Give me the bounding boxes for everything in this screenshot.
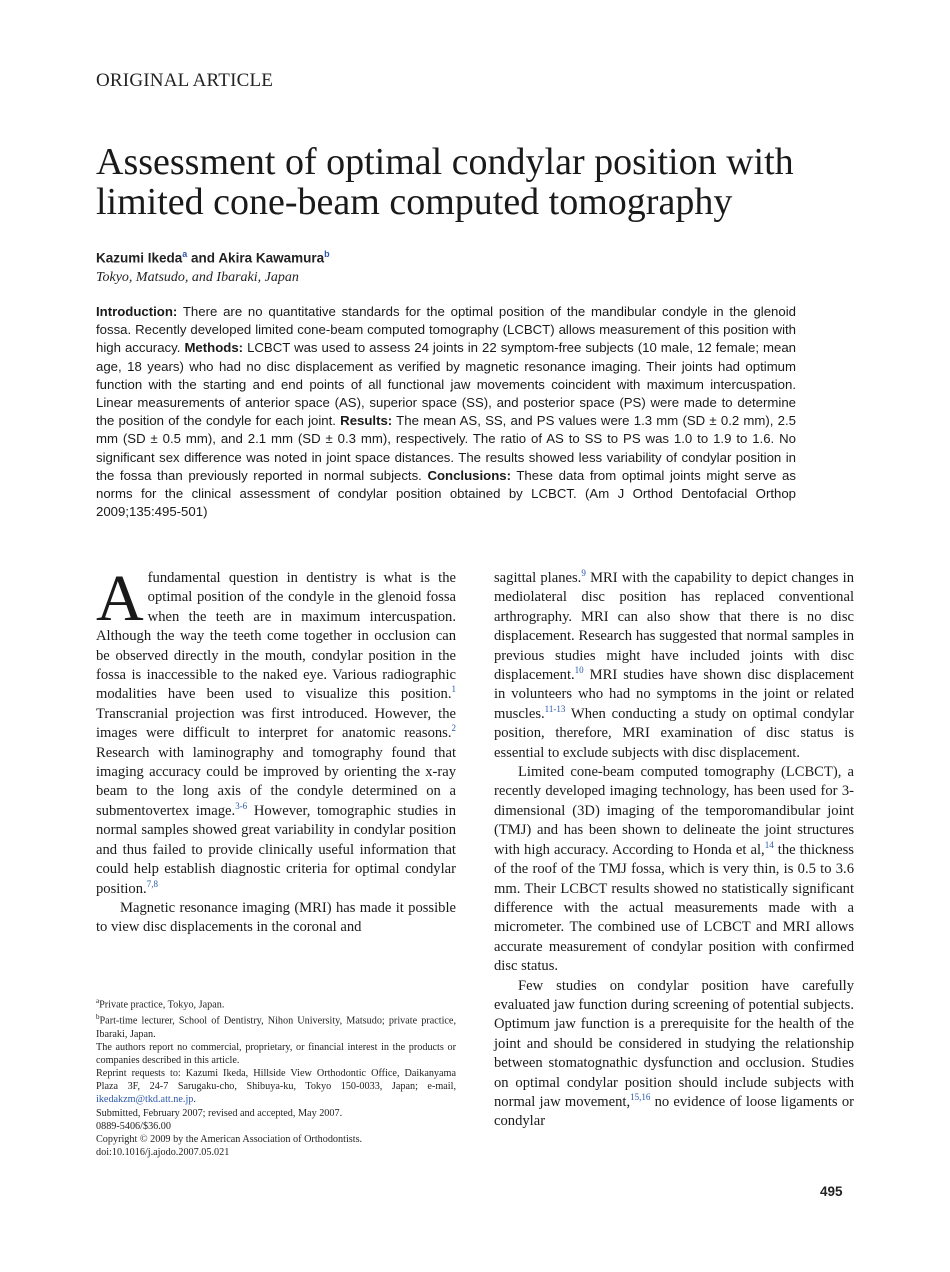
body-text: When conducting a study on optimal condylar position, therefore, MRI examination of disc status is essential to exclude subjects with disc displacement. — [494, 705, 854, 761]
footnote-submitted: Submitted, February 2007; revised and accepted, May 2007. — [96, 1107, 343, 1119]
author-kawamura: Akira Kawamura — [218, 250, 325, 266]
body-column-left — [96, 562, 457, 938]
title-line-2: limited cone-beam computed tomography — [96, 181, 733, 223]
body-text: Research with laminography and tomography found that imaging accuracy could be improved by orienting the x-ray beam to the long axis of the condyle determined on a submentovertex image. — [96, 744, 456, 819]
body-text: no evidence of loose ligaments or condylar — [494, 1093, 854, 1130]
body-paragraph — [494, 763, 854, 976]
author-list — [96, 249, 330, 266]
footnote-doi[interactable]: doi:10.1016/j.ajodo.2007.05.021 — [96, 1146, 230, 1158]
footnote-text: . — [193, 1094, 196, 1106]
abstract-conclusions-text: These data from optimal joints might serve as norms for the clinical assessment of condylar position obtained by LCBCT. (Am J Orthod Dentofacial Orthop 2009;135:495-501) — [96, 467, 796, 520]
citation-link[interactable]: 9 — [581, 568, 586, 579]
body-paragraph — [96, 899, 456, 938]
title-line-1: Assessment of optimal condylar position with — [96, 141, 794, 183]
citation-link[interactable]: 2 — [451, 723, 456, 734]
abstract-intro-text: There are no quantitative standards for the optimal position of the mandibular condyle in the glenoid fossa. Recently developed limited cone-beam computed tomography (LCBCT) allows measurement of this position with high accuracy. — [96, 304, 796, 356]
author-conjunction: and — [187, 250, 219, 266]
footnote-reprint — [96, 1067, 456, 1106]
abstract-results-label: Results: — [340, 413, 393, 429]
page-number: 495 — [820, 1184, 843, 1199]
citation-link[interactable]: 14 — [764, 839, 774, 850]
citation-link[interactable]: 11-13 — [544, 703, 566, 714]
body-paragraph — [96, 562, 457, 899]
footnote-issn: 0889-5406/$36.00 — [96, 1120, 171, 1132]
footnote-mark: b — [96, 1013, 100, 1022]
author-affiliation: Tokyo, Matsudo, and Ibaraki, Japan — [96, 270, 299, 285]
abstract-methods-label: Methods: — [184, 340, 244, 356]
body-paragraph — [494, 977, 854, 1132]
citation-link[interactable]: 7,8 — [146, 878, 158, 889]
footnotes — [96, 995, 456, 1159]
affiliation-mark-a[interactable]: a — [182, 249, 188, 259]
section-label: ORIGINAL ARTICLE — [96, 70, 274, 91]
footnote-text: Part-time lecturer, School of Dentistry, Nihon University, Matsudo; private practice, Ibaraki, Japan. — [96, 1015, 456, 1040]
body-text: Transcranial projection was first introduced. However, the images were difficult to interpret for anatomic reasons. — [96, 705, 456, 742]
citation-link[interactable]: 1 — [451, 684, 456, 695]
article-title — [96, 142, 856, 222]
citation-link[interactable]: 10 — [574, 665, 584, 676]
body-text: Magnetic resonance imaging (MRI) has made it possible to view disc displacements in the coronal and — [96, 899, 456, 936]
abstract-results-text: The mean AS, SS, and PS values were 1.3 mm (SD ± 0.2 mm), 2.5 mm (SD ± 0.5 mm), and 2.1 mm (SD ± 0.3 mm), respectively. The ratio of AS to SS to PS was 1.0 to 1.9 to 1.6. No significant sex difference was noted in joint space distances. The results showed less variability of condylar position in the fossa than previously reported in normal subjects. — [96, 413, 796, 483]
footnote-disclosure: The authors report no commercial, proprietary, or financial interest in the products or companies described in this article. — [96, 1042, 456, 1067]
body-text: the thickness of the roof of the TMJ fossa, which is very thin, is 0.5 to 3.6 mm. Their LCBCT results showed no statistically significant difference with the actual measurements made with a micrometer. The combined use of LCBCT and MRI allows accurate measurement of condylar position with confirmed disc status. — [494, 841, 854, 975]
footnote-text: Private practice, Tokyo, Japan. — [99, 999, 225, 1011]
footnote-text: Reprint requests to: Kazumi Ikeda, Hillside View Orthodontic Office, Daikanyama Plaza 3F, 24-7 Sarugaku-cho, Shibuya-ku, Tokyo 150-0033, Japan; e-mail, — [96, 1068, 456, 1093]
affiliation-mark-b[interactable]: b — [324, 249, 330, 259]
footnote-copyright: Copyright © 2009 by the American Association of Orthodontists. — [96, 1133, 363, 1145]
abstract-conclusions-label: Conclusions: — [427, 467, 511, 483]
author-ikeda: Kazumi Ikeda — [96, 250, 183, 266]
body-text: Limited cone-beam computed tomography (LCBCT), a recently developed imaging technology, has been used for 3-dimensional (3D) imaging of the temporomandibular joint (TMJ) and has been shown to delineate the joint structures with high accuracy. According to Honda et al, — [494, 764, 854, 858]
body-text: MRI studies have shown disc displacement in volunteers who had no symptoms in the joint or related muscles. — [494, 667, 854, 722]
body-column-right — [494, 569, 854, 1132]
abstract-intro-label: Introduction: — [96, 304, 178, 319]
body-text: fundamental question in dentistry is what is the optimal position of the condyle in the glenoid fossa when the teeth are in maximum intercuspation. Although the way the teeth come together in occlusion can be observed directly in the mouth, condylar position in the fossa is inaccessible to the naked eye. Various radiographic modalities have been used to visualize this position. — [96, 570, 456, 703]
abstract-methods-text: LCBCT was used to assess 24 joints in 22 symptom-free subjects (10 male, 12 female; mean age, 18 years) who had no disc displacement as verified by magnetic resonance imaging. Their joints had optimum function with the starting and end points of all functional jaw movements coincident with maximum intercuspation. Linear measurements of anterior space (AS), superior space (SS), and posterior space (PS) were made to determine the position of the condyle for each joint. — [96, 340, 797, 429]
body-text: sagittal planes. — [494, 570, 582, 586]
abstract — [96, 303, 796, 521]
body-paragraph — [494, 569, 854, 763]
footnote-affiliation-b — [96, 1011, 456, 1041]
email-link[interactable]: ikedakzm@tkd.att.ne.jp — [96, 1094, 194, 1106]
footnote-mark: a — [96, 997, 100, 1005]
citation-link[interactable]: 15,16 — [630, 1092, 651, 1103]
body-text: However, tomographic studies in normal samples showed great variability in condylar position and thus failed to provide clinically useful information that could help establish diagnostic criteria for optimal condylar position. — [96, 802, 457, 897]
citation-link[interactable]: 3-6 — [235, 801, 248, 812]
body-text: MRI with the capability to depict changes in mediolateral disc position has replaced conventional arthrography. MRI can also show that there is no disc displacement. Research has suggested that normal samples in previous studies might have included joints with disc displacement. — [494, 570, 854, 684]
footnote-affiliation-a — [96, 995, 456, 1011]
drop-cap: A — [96, 562, 144, 635]
body-text: Few studies on condylar position have carefully evaluated jaw function during screening of potential subjects. Optimum jaw function is a prerequisite for the health of the joint and should be considered in studying the relationship between stomatognathic dysfunction and occlusion. Studies on optimal condylar position should include subjects with normal jaw movement, — [494, 977, 854, 1110]
